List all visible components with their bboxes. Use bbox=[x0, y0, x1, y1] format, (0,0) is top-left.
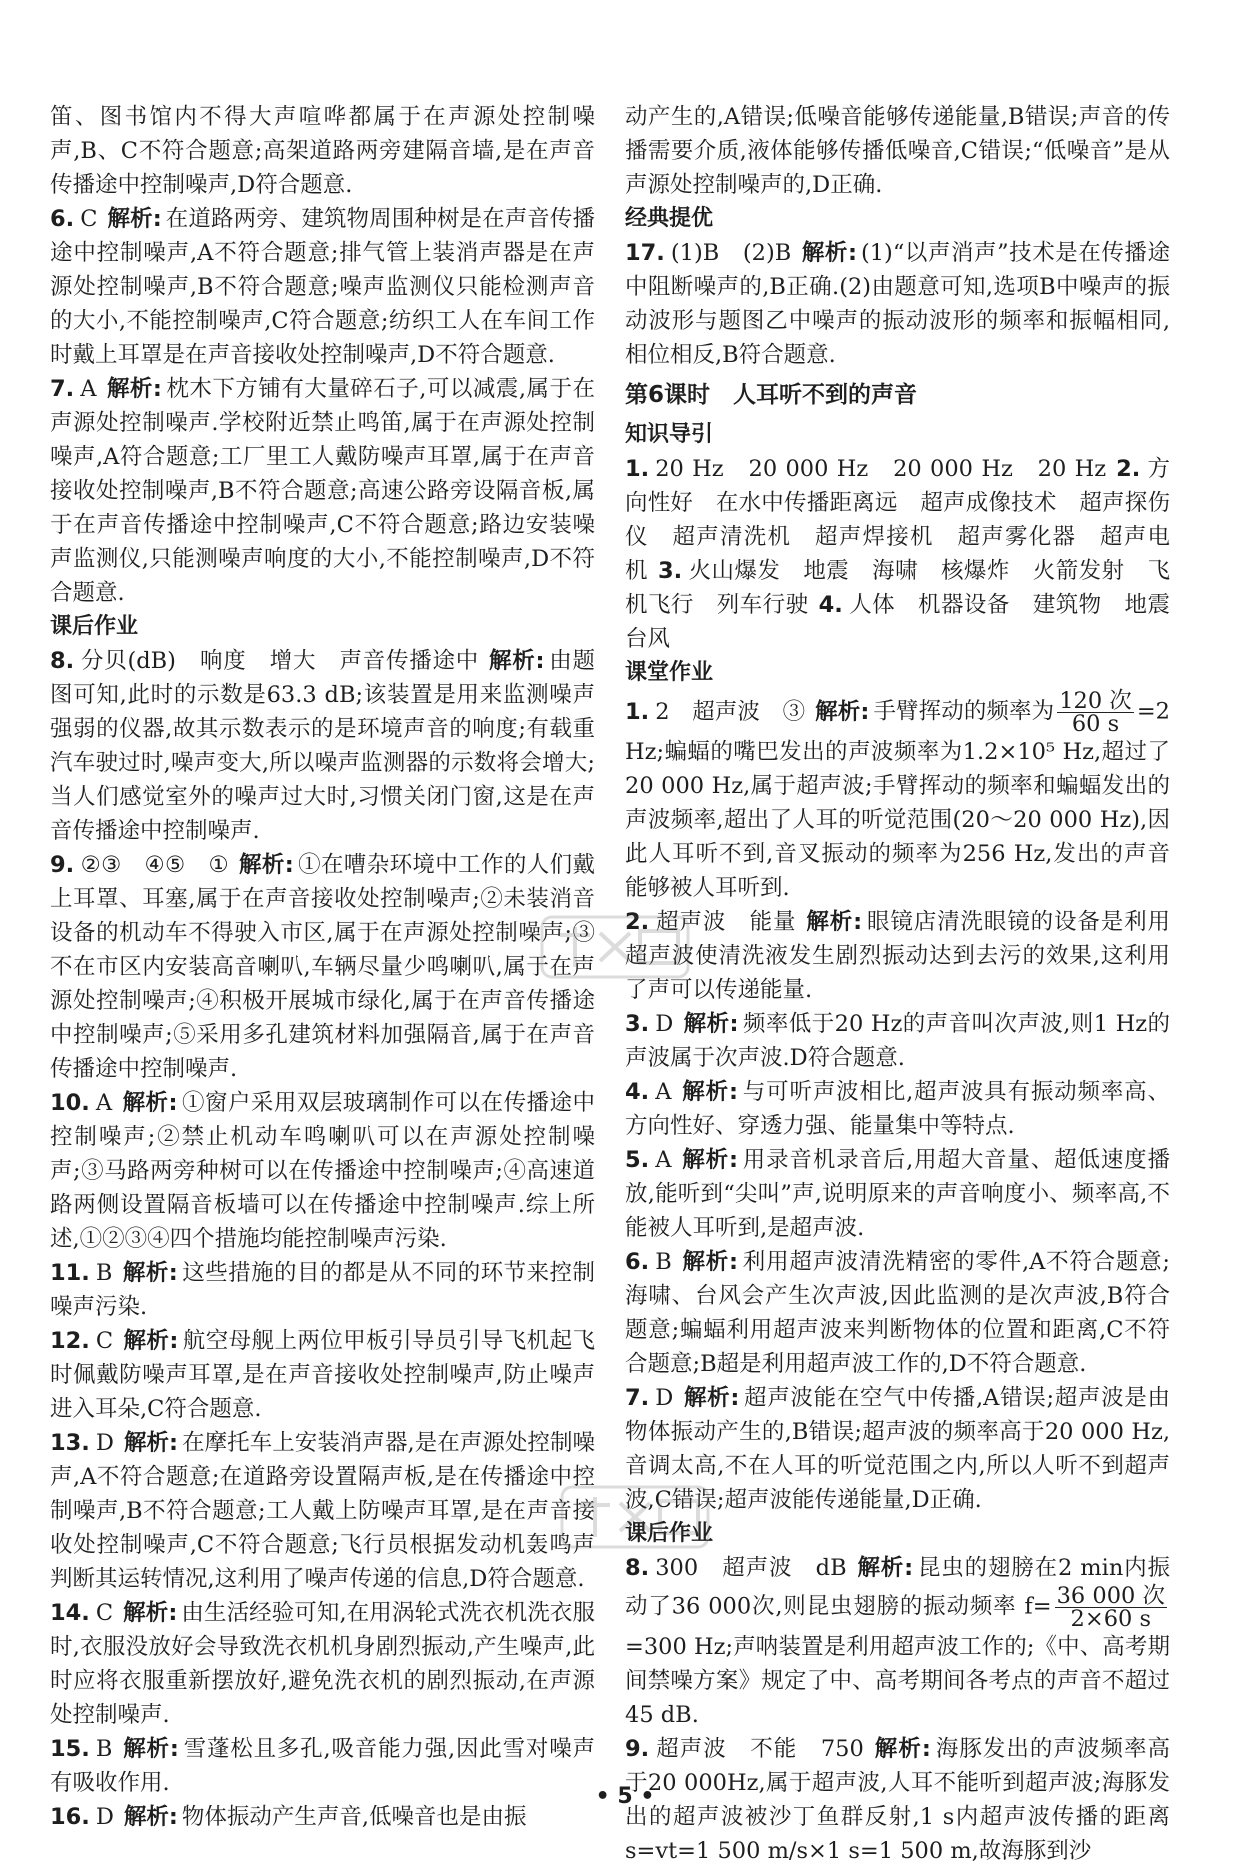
analysis-text: 物体振动产生声音,低噪音也是由振 bbox=[181, 1804, 527, 1830]
fraction bbox=[1055, 1585, 1167, 1630]
analysis-text: (1)“以声消声”技术是在传播途中阻断噪声的,B正确.(2)由题意可知,选项B中噪声的振动波形与题图乙中噪声的振动波形的频率和振幅相同,相位相反,B符合题意. bbox=[625, 240, 1170, 368]
question-number: 6. bbox=[625, 1249, 650, 1275]
analysis-text: ①在嘈杂环境中工作的人们戴上耳罩、耳塞,属于在声音接收处控制噪声;②未装消音设备的机动车不得驶入市区,属于在声源处控制噪声;③不在市区内安装高音喇叭,车辆尽量少鸣喇叭,属于在声源处控制噪声;④积极开展城市绿化,属于在声音传播途中控制噪声;⑤采用多孔建筑材料加强隔音,属于在声音传播途中控制噪声. bbox=[50, 852, 595, 1082]
question-number: 7. bbox=[625, 1385, 650, 1411]
question-number: 2. bbox=[625, 909, 650, 935]
question-number: 2. bbox=[1116, 456, 1141, 482]
fraction bbox=[1057, 690, 1134, 735]
analysis-text: 航空母舰上两位甲板引导员引导飞机起飞时佩戴防噪声耳罩,是在声音接收处控制噪声,防止噪声进入耳朵,C符合题意. bbox=[50, 1328, 595, 1422]
analysis-label: 解析: bbox=[801, 240, 857, 266]
analysis-text: 由题图可知,此时的示数是63.3 dB;该装置是用来监测噪声强弱的仪器,故其示数表示的是环境声音的响度;有载重汽车驶过时,噪声变大,所以噪声监测器的示数将会增大;当人们感觉室外的噪声过大时,习惯关闭门窗,这是在声音传播途中控制噪声. bbox=[50, 648, 596, 844]
question-number: 9. bbox=[50, 852, 75, 878]
answer-value: 火山爆发 地震 海啸 核爆炸 火箭发射 飞机飞行 列车行驶 bbox=[625, 558, 1170, 618]
analysis-text: 海豚发出的声波频率高于20 000Hz,属于超声波,人耳不能听到超声波;海豚发出的超声波被沙丁鱼群反射,1 s内超声波传播的距离 s=vt=1 500 m/s×1 s=1 500 m,故海豚到沙 bbox=[625, 1736, 1170, 1864]
section-heading-homework: 课后作业 bbox=[50, 614, 139, 639]
question-number: 3. bbox=[657, 558, 683, 584]
analysis-label: 解析: bbox=[681, 1147, 738, 1173]
answer-value: D bbox=[95, 1804, 114, 1830]
analysis-label: 解析: bbox=[683, 1385, 740, 1411]
analysis-text: ①窗户采用双层玻璃制作可以在传播途中控制噪声;②禁止机动车鸣喇叭可以在声源处控制噪声;③马路两旁种树可以在传播途中控制噪声;④高速道路两侧设置隔音板墙可以在传播途中控制噪声.综上所述,①②③④四个措施均能控制噪声污染. bbox=[50, 1090, 595, 1252]
answer-value: 2 超声波 ③ bbox=[655, 698, 806, 725]
analysis-text: 枕木下方铺有大量碎石子,可以减震,属于在声源处控制噪声.学校附近禁止鸣笛,属于在声源处控制噪声,A符合题意;工厂里工人戴防噪声耳罩,属于在声音接收处控制噪声,B不符合题意;高速公路旁设隔音板,属于在声音传播途中控制噪声,C不符合题意;路边安装噪声监测仪,只能测噪声响度的大小,不能控制噪声,D不符合题意. bbox=[50, 376, 595, 606]
answer-value: 300 超声波 dB bbox=[655, 1555, 847, 1581]
left-column bbox=[50, 100, 595, 1834]
class-answer-1 bbox=[625, 690, 1170, 905]
answer-14 bbox=[50, 1596, 595, 1732]
question-number: 5. bbox=[625, 1147, 650, 1173]
question-number: 1. bbox=[625, 456, 650, 482]
analysis-label: 解析: bbox=[681, 1249, 739, 1275]
answer-value: D bbox=[655, 1385, 674, 1411]
analysis-text: =2 Hz;蝙蝠的嘴巴发出的声波频率为1.2×10⁵ Hz,超过了20 000 Hz,属于超声波;手臂挥动的频率和蝙蝠发出的声波频率,超出了人耳的听觉范围(20～20 000 Hz),因此人耳听不到,音叉振动的频率为256 Hz,发出的声音能够被人耳听到. bbox=[625, 698, 1170, 901]
question-number: 11. bbox=[50, 1260, 90, 1286]
class-answer-5 bbox=[625, 1143, 1170, 1245]
analysis-text: 在道路两旁、建筑物周围种树是在声音传播途中控制噪声,A不符合题意;排气管上装消声器是在声源处控制噪声,B不符合题意;噪声监测仪只能检测声音的大小,不能控制噪声,C符合题意;纺织工人在车间工作时戴上耳罩是在声音接收处控制噪声,D不符合题意. bbox=[50, 206, 595, 368]
analysis-label: 解析: bbox=[123, 1804, 178, 1830]
question-number: 1. bbox=[625, 698, 650, 725]
answer-value: 超声波 不能 750 bbox=[655, 1736, 864, 1762]
question-number: 8. bbox=[50, 648, 75, 674]
answer-value: 分贝(dB) 响度 增大 声音传播途中 bbox=[80, 648, 479, 674]
analysis-text: 频率低于20 Hz的声音叫次声波,则1 Hz的声波属于次声波.D符合题意. bbox=[625, 1011, 1171, 1071]
guide-answers bbox=[625, 452, 1193, 656]
answer-value: 人体 机器设备 建筑物 地震 台风 bbox=[625, 592, 1193, 652]
question-number: 3. bbox=[625, 1011, 650, 1037]
answer-value: A bbox=[95, 1090, 113, 1116]
analysis-text: 利用超声波清洗精密的零件,A不符合题意;海啸、台风会产生次声波,因此监测的是次声波,B符合题意;蝙蝠利用超声波来判断物体的位置和距离,C不符合题意;B超是利用超声波工作的,D不符合题意. bbox=[625, 1249, 1171, 1377]
analysis-label: 解析: bbox=[681, 1079, 738, 1105]
analysis-label: 解析: bbox=[122, 1090, 178, 1116]
section-heading-homework-2: 课后作业 bbox=[625, 1521, 714, 1546]
analysis-text: 由生活经验可知,在用涡轮式洗衣机洗衣服时,衣服没放好会导致洗衣机机身剧烈振动,产生噪声,此时应将衣服重新摆放好,避免洗衣机的剧烈振动,在声源处控制噪声. bbox=[50, 1600, 596, 1728]
analysis-label: 解析: bbox=[856, 1555, 914, 1581]
analysis-label: 解析: bbox=[122, 1260, 178, 1286]
analysis-text: 与可听声波相比,超声波具有振动频率高、方向性好、穿透力强、能量集中等特点. bbox=[625, 1079, 1171, 1139]
answer-6 bbox=[50, 202, 595, 372]
analysis-label: 解析: bbox=[123, 1600, 178, 1626]
analysis-label: 解析: bbox=[123, 1430, 179, 1456]
analysis-text: 雪蓬松且多孔,吸音能力强,因此雪对噪声有吸收作用. bbox=[50, 1736, 596, 1796]
question-number: 4. bbox=[625, 1079, 650, 1105]
lesson-title: 第6课时 人耳听不到的声音 bbox=[625, 382, 918, 408]
analysis-text: =300 Hz;声呐装置是利用超声波工作的;《中、高考期间禁噪方案》规定了中、高考期间各考点的声音不超过45 dB. bbox=[625, 1634, 1170, 1728]
analysis-text: 用录音机录音后,用超大音量、超低速度播放,能听到“尖叫”声,说明原来的声音响度小、频率高,不能被人耳听到,是超声波. bbox=[625, 1147, 1171, 1241]
right-column bbox=[625, 100, 1193, 1868]
analysis-label: 解析: bbox=[815, 698, 870, 725]
analysis-label: 解析: bbox=[873, 1736, 931, 1762]
homework-answer-8 bbox=[625, 1551, 1170, 1732]
class-answer-6 bbox=[625, 1245, 1170, 1381]
analysis-text: 这些措施的目的都是从不同的环节来控制噪声污染. bbox=[50, 1260, 595, 1320]
answer-17 bbox=[625, 236, 1170, 372]
analysis-label: 解析: bbox=[683, 1011, 739, 1037]
page-number: • 5 • bbox=[595, 1784, 655, 1809]
answer-9 bbox=[50, 848, 595, 1086]
answer-value: C bbox=[95, 1328, 114, 1354]
answer-13 bbox=[50, 1426, 595, 1596]
answer-10 bbox=[50, 1086, 595, 1256]
question-number: 10. bbox=[50, 1090, 90, 1116]
answer-value: 方向性好 在水中传播距离远 超声成像技术 超声探伤仪 超声清洗机 超声焊接机 超声雾化器 超声电机 bbox=[625, 456, 1170, 584]
analysis-text: 眼镜店清洗眼镜的设备是利用超声波使清洗液发生剧烈振动达到去污的效果,这利用了声可以传递能量. bbox=[625, 909, 1170, 1003]
fraction-numerator: 120 次 bbox=[1059, 688, 1132, 714]
class-answer-4 bbox=[625, 1075, 1170, 1143]
fraction-numerator: 36 000 次 bbox=[1056, 1583, 1165, 1609]
question-number: 17. bbox=[625, 240, 665, 266]
fraction-denominator: 60 s bbox=[1071, 711, 1120, 737]
answer-value: 20 Hz 20 000 Hz 20 000 Hz 20 Hz bbox=[655, 456, 1107, 482]
answer-value: C bbox=[80, 206, 98, 232]
analysis-text: 昆虫的翅膀在2 min内振动了36 000次,则昆虫翅膀的振动频率 f= bbox=[625, 1555, 1170, 1620]
answer-11 bbox=[50, 1256, 595, 1324]
answer-12 bbox=[50, 1324, 595, 1426]
question-number: 12. bbox=[50, 1328, 90, 1354]
analysis-label: 解析: bbox=[488, 648, 545, 674]
section-heading-classic: 经典提优 bbox=[625, 206, 714, 231]
answer-7 bbox=[50, 372, 595, 610]
answer-value: D bbox=[655, 1011, 674, 1037]
analysis-label: 解析: bbox=[122, 1736, 179, 1762]
question-number: 15. bbox=[50, 1736, 90, 1762]
answer-value: C bbox=[95, 1600, 114, 1626]
question-number: 14. bbox=[50, 1600, 90, 1626]
answer-value: ②③ ④⑤ ① bbox=[80, 852, 229, 878]
fraction-denominator: 2×60 s bbox=[1070, 1606, 1152, 1632]
question-number: 16. bbox=[50, 1804, 90, 1830]
question-number: 7. bbox=[50, 376, 75, 402]
class-answer-2 bbox=[625, 905, 1170, 1007]
analysis-label: 解析: bbox=[107, 206, 162, 232]
class-answer-7 bbox=[625, 1381, 1170, 1517]
question-number: 8. bbox=[625, 1555, 650, 1581]
answer-value: B bbox=[655, 1249, 672, 1275]
answer-value: B bbox=[95, 1736, 113, 1762]
analysis-text: 手臂挥动的频率为 bbox=[873, 698, 1055, 725]
class-answer-3 bbox=[625, 1007, 1170, 1075]
answer-value: A bbox=[80, 376, 97, 402]
answer-value: (1)B (2)B bbox=[670, 240, 792, 266]
question-number: 13. bbox=[50, 1430, 90, 1456]
analysis-text: 超声波能在空气中传播,A错误;超声波是由物体振动产生的,B错误;超声波的频率高于20 000 Hz,音调太高,不在人耳的听觉范围之内,所以人听不到超声波,C错误;超声波能传递能量,D正确. bbox=[625, 1385, 1171, 1513]
question-number: 6. bbox=[50, 206, 75, 232]
answer-8 bbox=[50, 644, 595, 848]
analysis-label: 解析: bbox=[106, 376, 162, 402]
section-heading-class: 课堂作业 bbox=[625, 660, 714, 685]
answer-16-continued: 动产生的,A错误;低噪音能够传递能量,B错误;声音的传播需要介质,液体能够传播低噪音,C错误;“低噪音”是从声源处控制噪声的,D正确. bbox=[625, 104, 1170, 198]
section-heading-guide: 知识导引 bbox=[625, 422, 714, 447]
analysis-label: 解析: bbox=[239, 852, 294, 878]
answer-value: A bbox=[655, 1079, 672, 1105]
answer-value: 超声波 能量 bbox=[655, 909, 797, 935]
analysis-text: 在摩托车上安装消声器,是在声源处控制噪声,A不符合题意;在道路旁设置隔声板,是在传播途中控制噪声,B不符合题意;工人戴上防噪声耳罩,是在声音接收处控制噪声,C不符合题意;飞行员根据发动机轰鸣声判断其运转情况,这利用了噪声传递的信息,D符合题意. bbox=[50, 1430, 596, 1592]
question-number: 4. bbox=[818, 592, 843, 618]
analysis-label: 解析: bbox=[806, 909, 863, 935]
answer-value: D bbox=[95, 1430, 114, 1456]
answer-value: A bbox=[655, 1147, 672, 1173]
answer-intro: 笛、图书馆内不得大声喧哗都属于在声源处控制噪声,B、C不符合题意;高架道路两旁建隔音墙,是在声音传播途中控制噪声,D符合题意. bbox=[50, 104, 595, 198]
analysis-label: 解析: bbox=[123, 1328, 179, 1354]
question-number: 9. bbox=[625, 1736, 650, 1762]
answer-value: B bbox=[95, 1260, 113, 1286]
